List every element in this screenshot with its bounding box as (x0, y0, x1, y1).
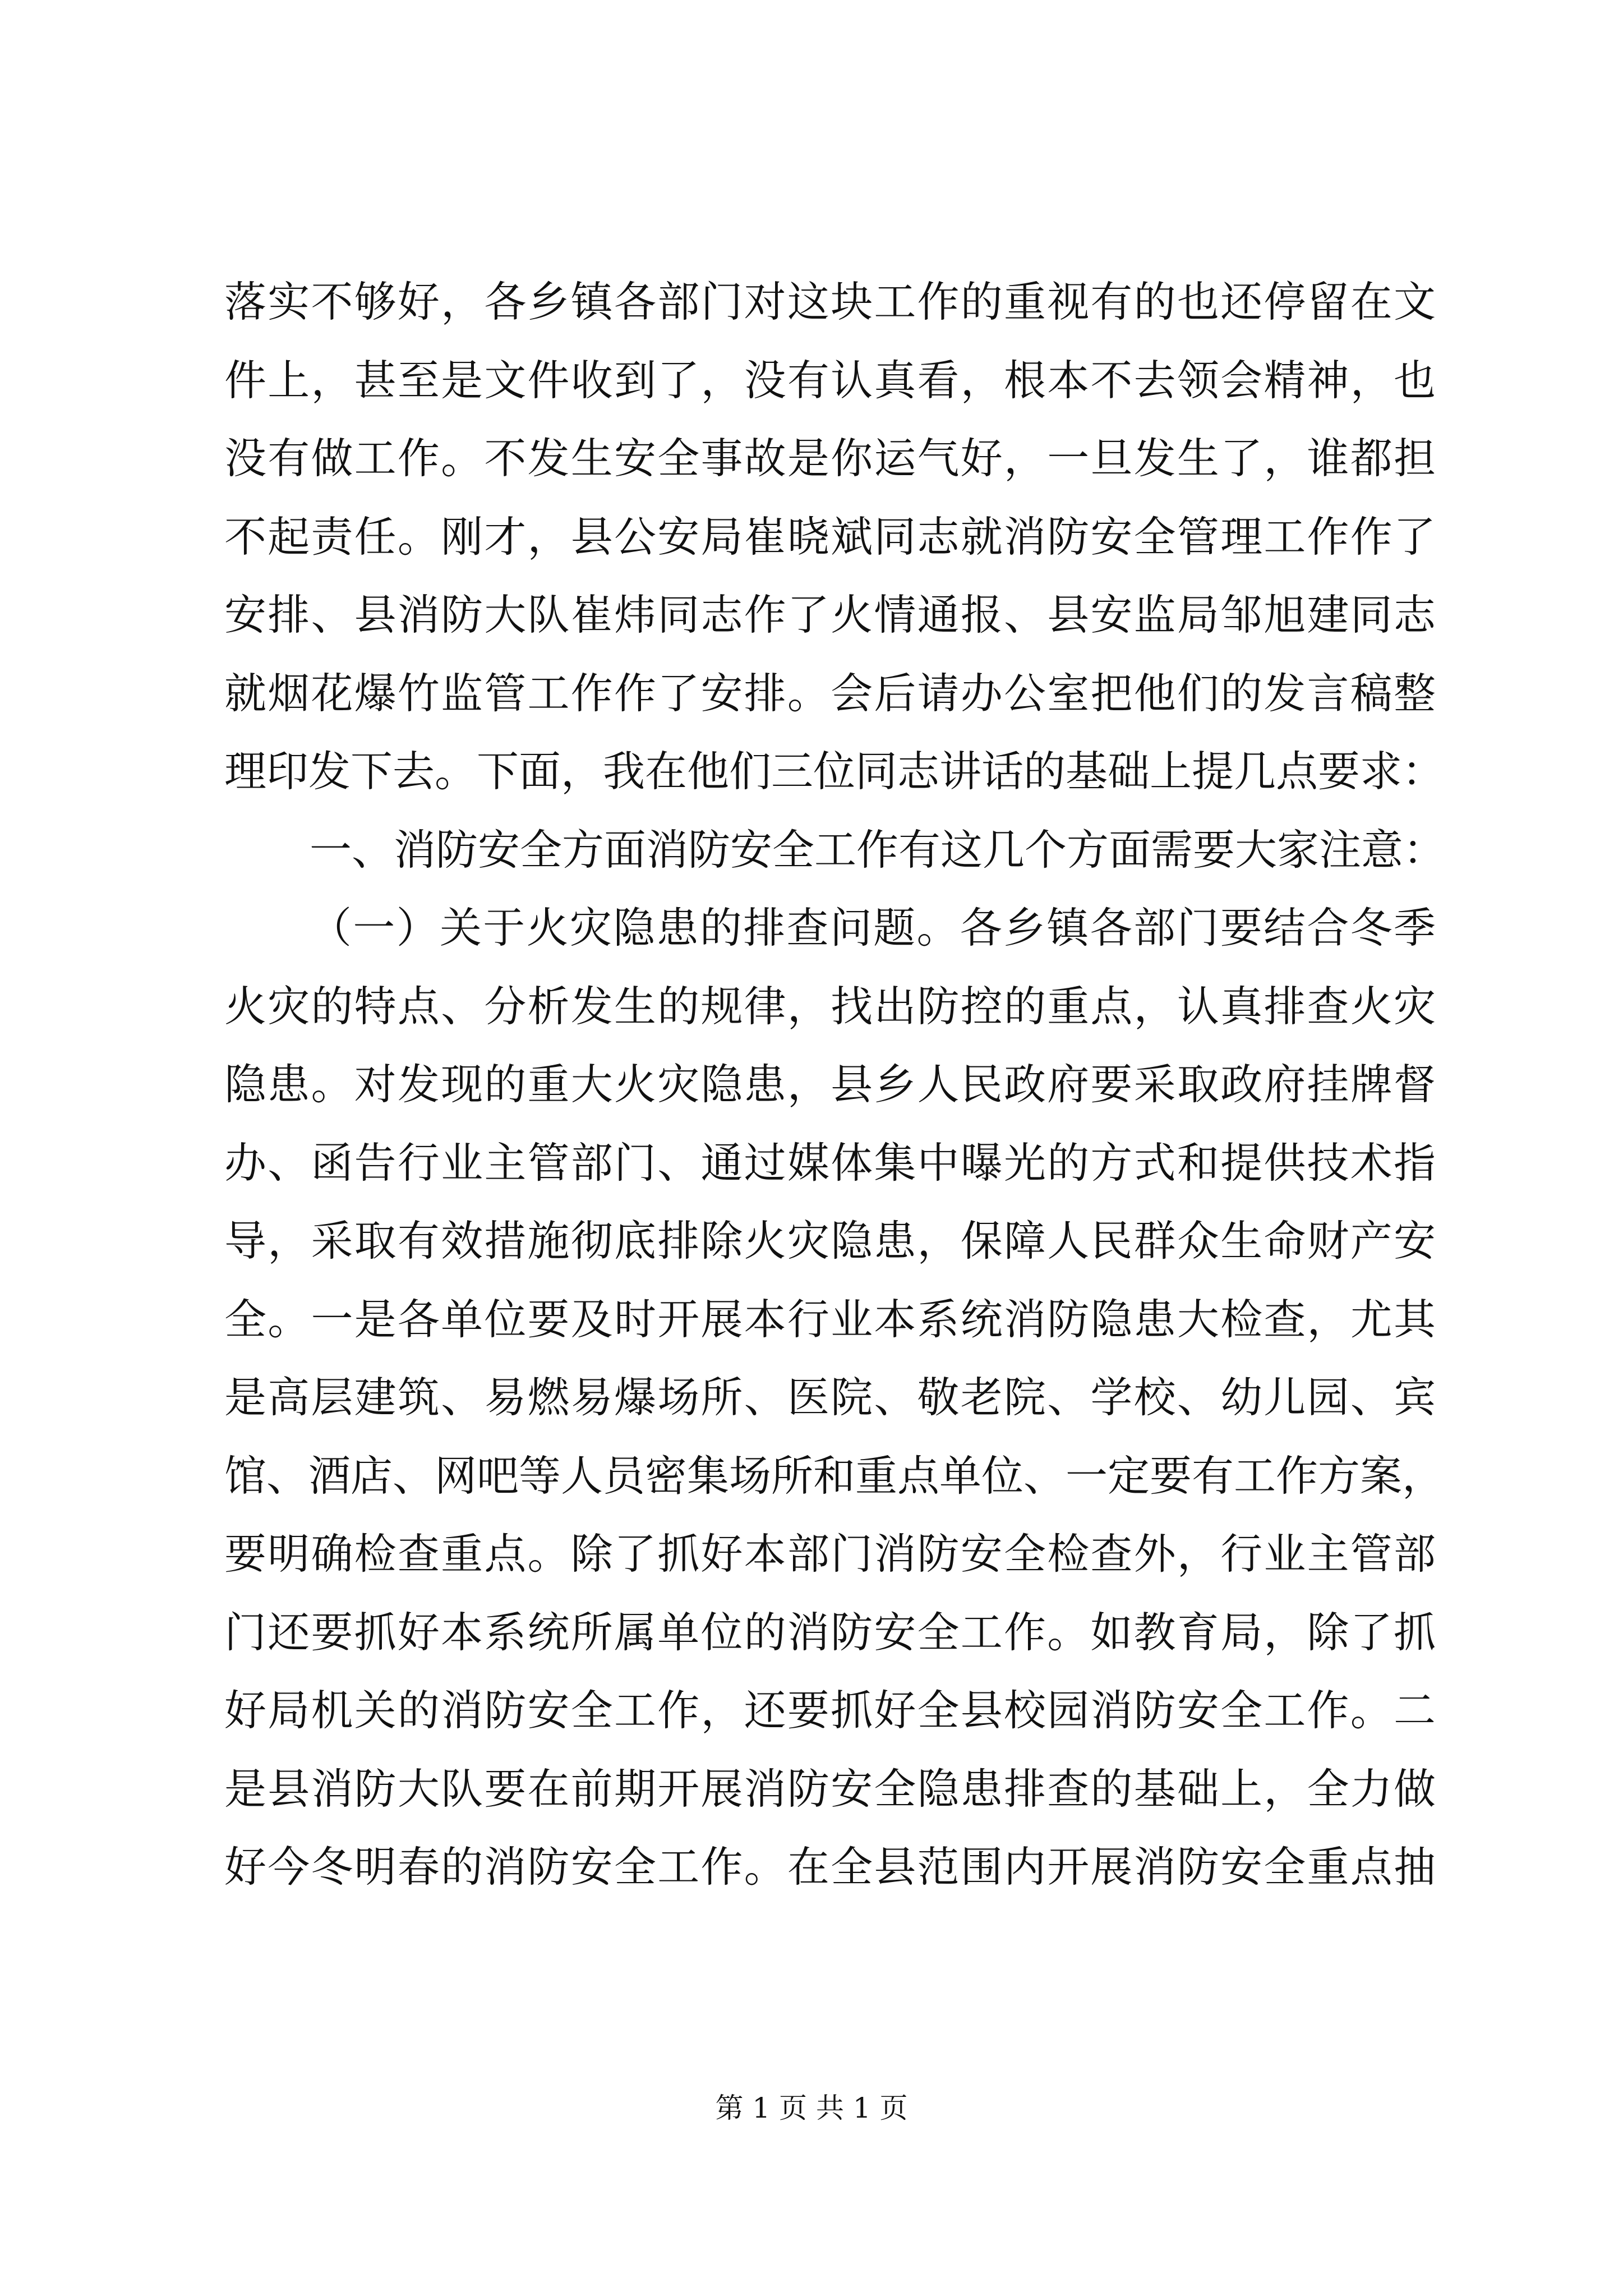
text-line: 安排、县消防大队崔炜同志作了火情通报、县安监局邹旭建同志 (224, 590, 1436, 639)
text-line: 办、函告行业主管部门、通过媒体集中曝光的方式和提供技术指 (224, 1138, 1436, 1188)
text-line: 不起责任。刚才，县公安局崔晓斌同志就消防安全管理工作作了 (224, 512, 1436, 562)
text-line: 要明确检查重点。除了抓好本部门消防安全检查外，行业主管部 (224, 1529, 1436, 1579)
subsection-start-line: （一）关于火灾隐患的排查问题。各乡镇各部门要结合冬季 (310, 903, 1436, 953)
text-line: 件上，甚至是文件收到了，没有认真看，根本不去领会精神，也 (224, 356, 1436, 405)
text-line: 落实不够好，各乡镇各部门对这块工作的重视有的也还停留在文 (224, 277, 1436, 326)
text-line: 理印发下去。下面，我在他们三位同志讲话的基础上提几点要求： (224, 747, 1445, 796)
text-line: 好局机关的消防安全工作，还要抓好全县校园消防安全工作。二 (224, 1686, 1436, 1735)
text-line: 是高层建筑、易燃易爆场所、医院、敬老院、学校、幼儿园、宾 (224, 1373, 1436, 1422)
text-line: 好今冬明春的消防安全工作。在全县范围内开展消防安全重点抽 (224, 1842, 1436, 1892)
text-line: 隐患。对发现的重大火灾隐患，县乡人民政府要采取政府挂牌督 (224, 1060, 1436, 1109)
text-line: 火灾的特点、分析发生的规律，找出防控的重点，认真排查火灾 (224, 982, 1436, 1031)
text-line: 门还要抓好本系统所属单位的消防安全工作。如教育局，除了抓 (224, 1608, 1436, 1657)
text-line: 就烟花爆竹监管工作作了安排。会后请办公室把他们的发言稿整 (224, 669, 1436, 718)
text-line: 导，采取有效措施彻底排除火灾隐患，保障人民群众生命财产安 (224, 1216, 1436, 1266)
text-line: 全。一是各单位要及时开展本行业本系统消防隐患大检查，尤其 (224, 1295, 1436, 1344)
page-footer: 第 1 页 共 1 页 (715, 2092, 908, 2124)
section-heading: 一、消防安全方面消防安全工作有这几个方面需要大家注意： (310, 825, 1446, 875)
text-line: 馆、酒店、网吧等人员密集场所和重点单位、一定要有工作方案， (224, 1451, 1445, 1501)
text-line: 是县消防大队要在前期开展消防安全隐患排查的基础上，全力做 (224, 1764, 1436, 1814)
text-line: 没有做工作。不发生安全事故是你运气好，一旦发生了，谁都担 (224, 434, 1436, 483)
